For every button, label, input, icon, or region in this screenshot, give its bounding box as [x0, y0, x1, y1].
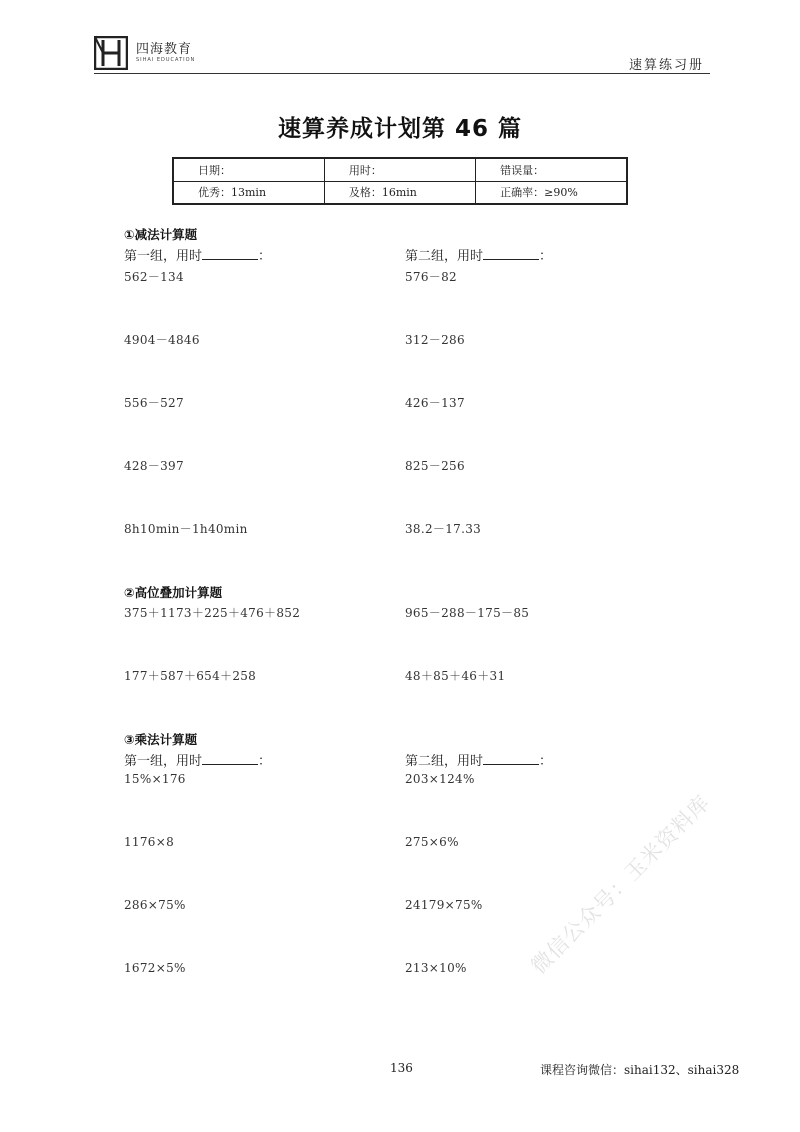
time-cell: 用时： [324, 158, 475, 181]
section1-group2-label [405, 245, 552, 264]
page-number: 136 [390, 1061, 413, 1075]
errors-cell: 错误量： [476, 158, 627, 181]
time-blank [483, 247, 539, 260]
colon: ： [258, 754, 272, 769]
logo-subtext: SIHAI EDUCATION [136, 57, 196, 63]
problem: 275×6% [405, 835, 459, 849]
time-blank [202, 247, 258, 260]
footer-contact: 课程咨询微信：sihai132、sihai328 [540, 1063, 740, 1077]
header-title: 速算练习册 [628, 58, 704, 73]
problem: 965－288－175－85 [405, 606, 530, 620]
problem: 426－137 [405, 396, 465, 410]
group-label-text: 第一组，用时 [124, 249, 203, 264]
problem: 24179×75% [405, 898, 483, 912]
colon: ： [539, 249, 553, 264]
time-blank [483, 752, 539, 765]
section3-title: ③乘法计算题 [124, 732, 198, 747]
problem: 825－256 [405, 459, 465, 473]
info-table [172, 157, 628, 205]
section3-group1-label [124, 750, 271, 769]
logo-icon [94, 36, 128, 70]
problem: 38.2－17.33 [405, 522, 482, 536]
time-blank [202, 752, 258, 765]
problem: 562－134 [124, 270, 184, 284]
colon: ： [539, 754, 553, 769]
section1-group1-label [124, 245, 271, 264]
pass-cell: 及格：16min [324, 181, 475, 204]
problem: 375＋1173＋225＋476＋852 [124, 606, 301, 620]
section2-title: ②高位叠加计算题 [124, 585, 223, 600]
accuracy-cell: 正确率：≥90% [476, 181, 627, 204]
header-divider [94, 73, 710, 74]
problem: 4904－4846 [124, 333, 200, 347]
date-cell: 日期： [173, 158, 324, 181]
problem: 312－286 [405, 333, 465, 347]
problem: 576－82 [405, 270, 457, 284]
problem: 286×75% [124, 898, 186, 912]
problem: 48＋85＋46＋31 [405, 669, 506, 683]
problem: 213×10% [405, 961, 467, 975]
problem: 428－397 [124, 459, 184, 473]
section1-title: ①减法计算题 [124, 227, 198, 242]
excellent-cell: 优秀：13min [173, 181, 324, 204]
watermark: 微信公众号：玉米资料库 [526, 790, 715, 979]
logo-text: 四海教育 [136, 42, 193, 57]
group-label-text: 第一组，用时 [124, 754, 203, 769]
problem: 1176×8 [124, 835, 175, 849]
section3-group2-label [405, 750, 552, 769]
group-label-text: 第二组，用时 [405, 754, 484, 769]
problem: 177＋587＋654＋258 [124, 669, 257, 683]
problem: 15%×176 [124, 772, 186, 786]
problem: 203×124% [405, 772, 475, 786]
problem: 1672×5% [124, 961, 186, 975]
problem: 8h10min－1h40min [124, 522, 248, 536]
page-title: 速算养成计划第 46 篇 [277, 116, 523, 142]
problem: 556－527 [124, 396, 184, 410]
colon: ： [258, 249, 272, 264]
group-label-text: 第二组，用时 [405, 249, 484, 264]
